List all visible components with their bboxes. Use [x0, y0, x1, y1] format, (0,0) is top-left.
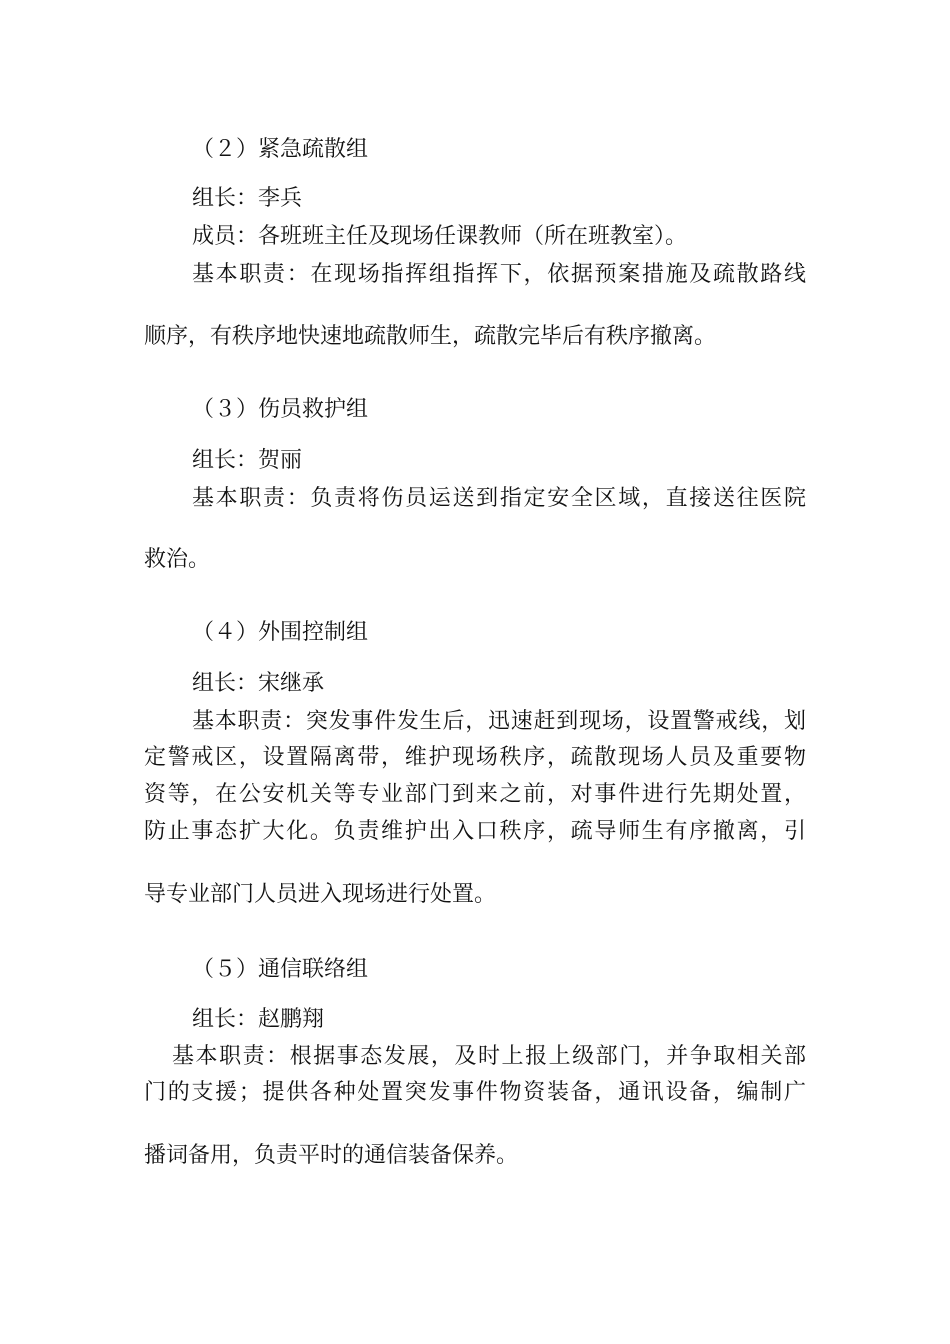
section-3-duty-line-1: 基本职责：负责将伤员运送到指定安全区域，直接送往医院 — [192, 486, 806, 511]
section-2-leader: 组长：李兵 — [192, 186, 303, 211]
section-4-duty-line-1: 基本职责：突发事件发生后，迅速赶到现场，设置警戒线，划 — [192, 709, 806, 734]
section-5-duty-line-3: 播词备用，负责平时的通信装备保养。 — [144, 1143, 519, 1168]
section-3-duty-line-2: 救治。 — [144, 547, 211, 572]
section-2-duty-line-2: 顺序，有秩序地快速地疏散师生，疏散完毕后有秩序撤离。 — [144, 324, 717, 349]
section-4-duty-line-5: 导专业部门人员进入现场进行处置。 — [144, 882, 497, 907]
section-4-duty-line-2: 定警戒区，设置隔离带，维护现场秩序，疏散现场人员及重要物 — [144, 745, 806, 770]
section-2-members: 成员：各班班主任及现场任课教师（所在班教室）。 — [192, 224, 688, 249]
section-heading-3: （３）伤员救护组 — [192, 397, 369, 422]
section-4-duty-line-3: 资等，在公安机关等专业部门到来之前，对事件进行先期处置， — [144, 782, 806, 807]
section-5-duty-line-1: 基本职责：根据事态发展，及时上报上级部门，并争取相关部 — [172, 1044, 806, 1069]
section-4-duty-line-4: 防止事态扩大化。负责维护出入口秩序，疏导师生有序撤离，引 — [144, 819, 806, 844]
section-5-duty-line-2: 门的支援；提供各种处置突发事件物资装备，通讯设备，编制广 — [144, 1080, 806, 1105]
section-3-leader: 组长：贺丽 — [192, 448, 303, 473]
section-heading-5: （５）通信联络组 — [192, 957, 369, 982]
section-2-duty-line-1: 基本职责：在现场指挥组指挥下，依据预案措施及疏散路线 — [192, 262, 806, 287]
section-5-leader: 组长：赵鹏翔 — [192, 1007, 325, 1032]
section-heading-2: （２）紧急疏散组 — [192, 137, 369, 162]
section-heading-4: （４）外围控制组 — [192, 620, 369, 645]
section-4-leader: 组长：宋继承 — [192, 671, 325, 696]
